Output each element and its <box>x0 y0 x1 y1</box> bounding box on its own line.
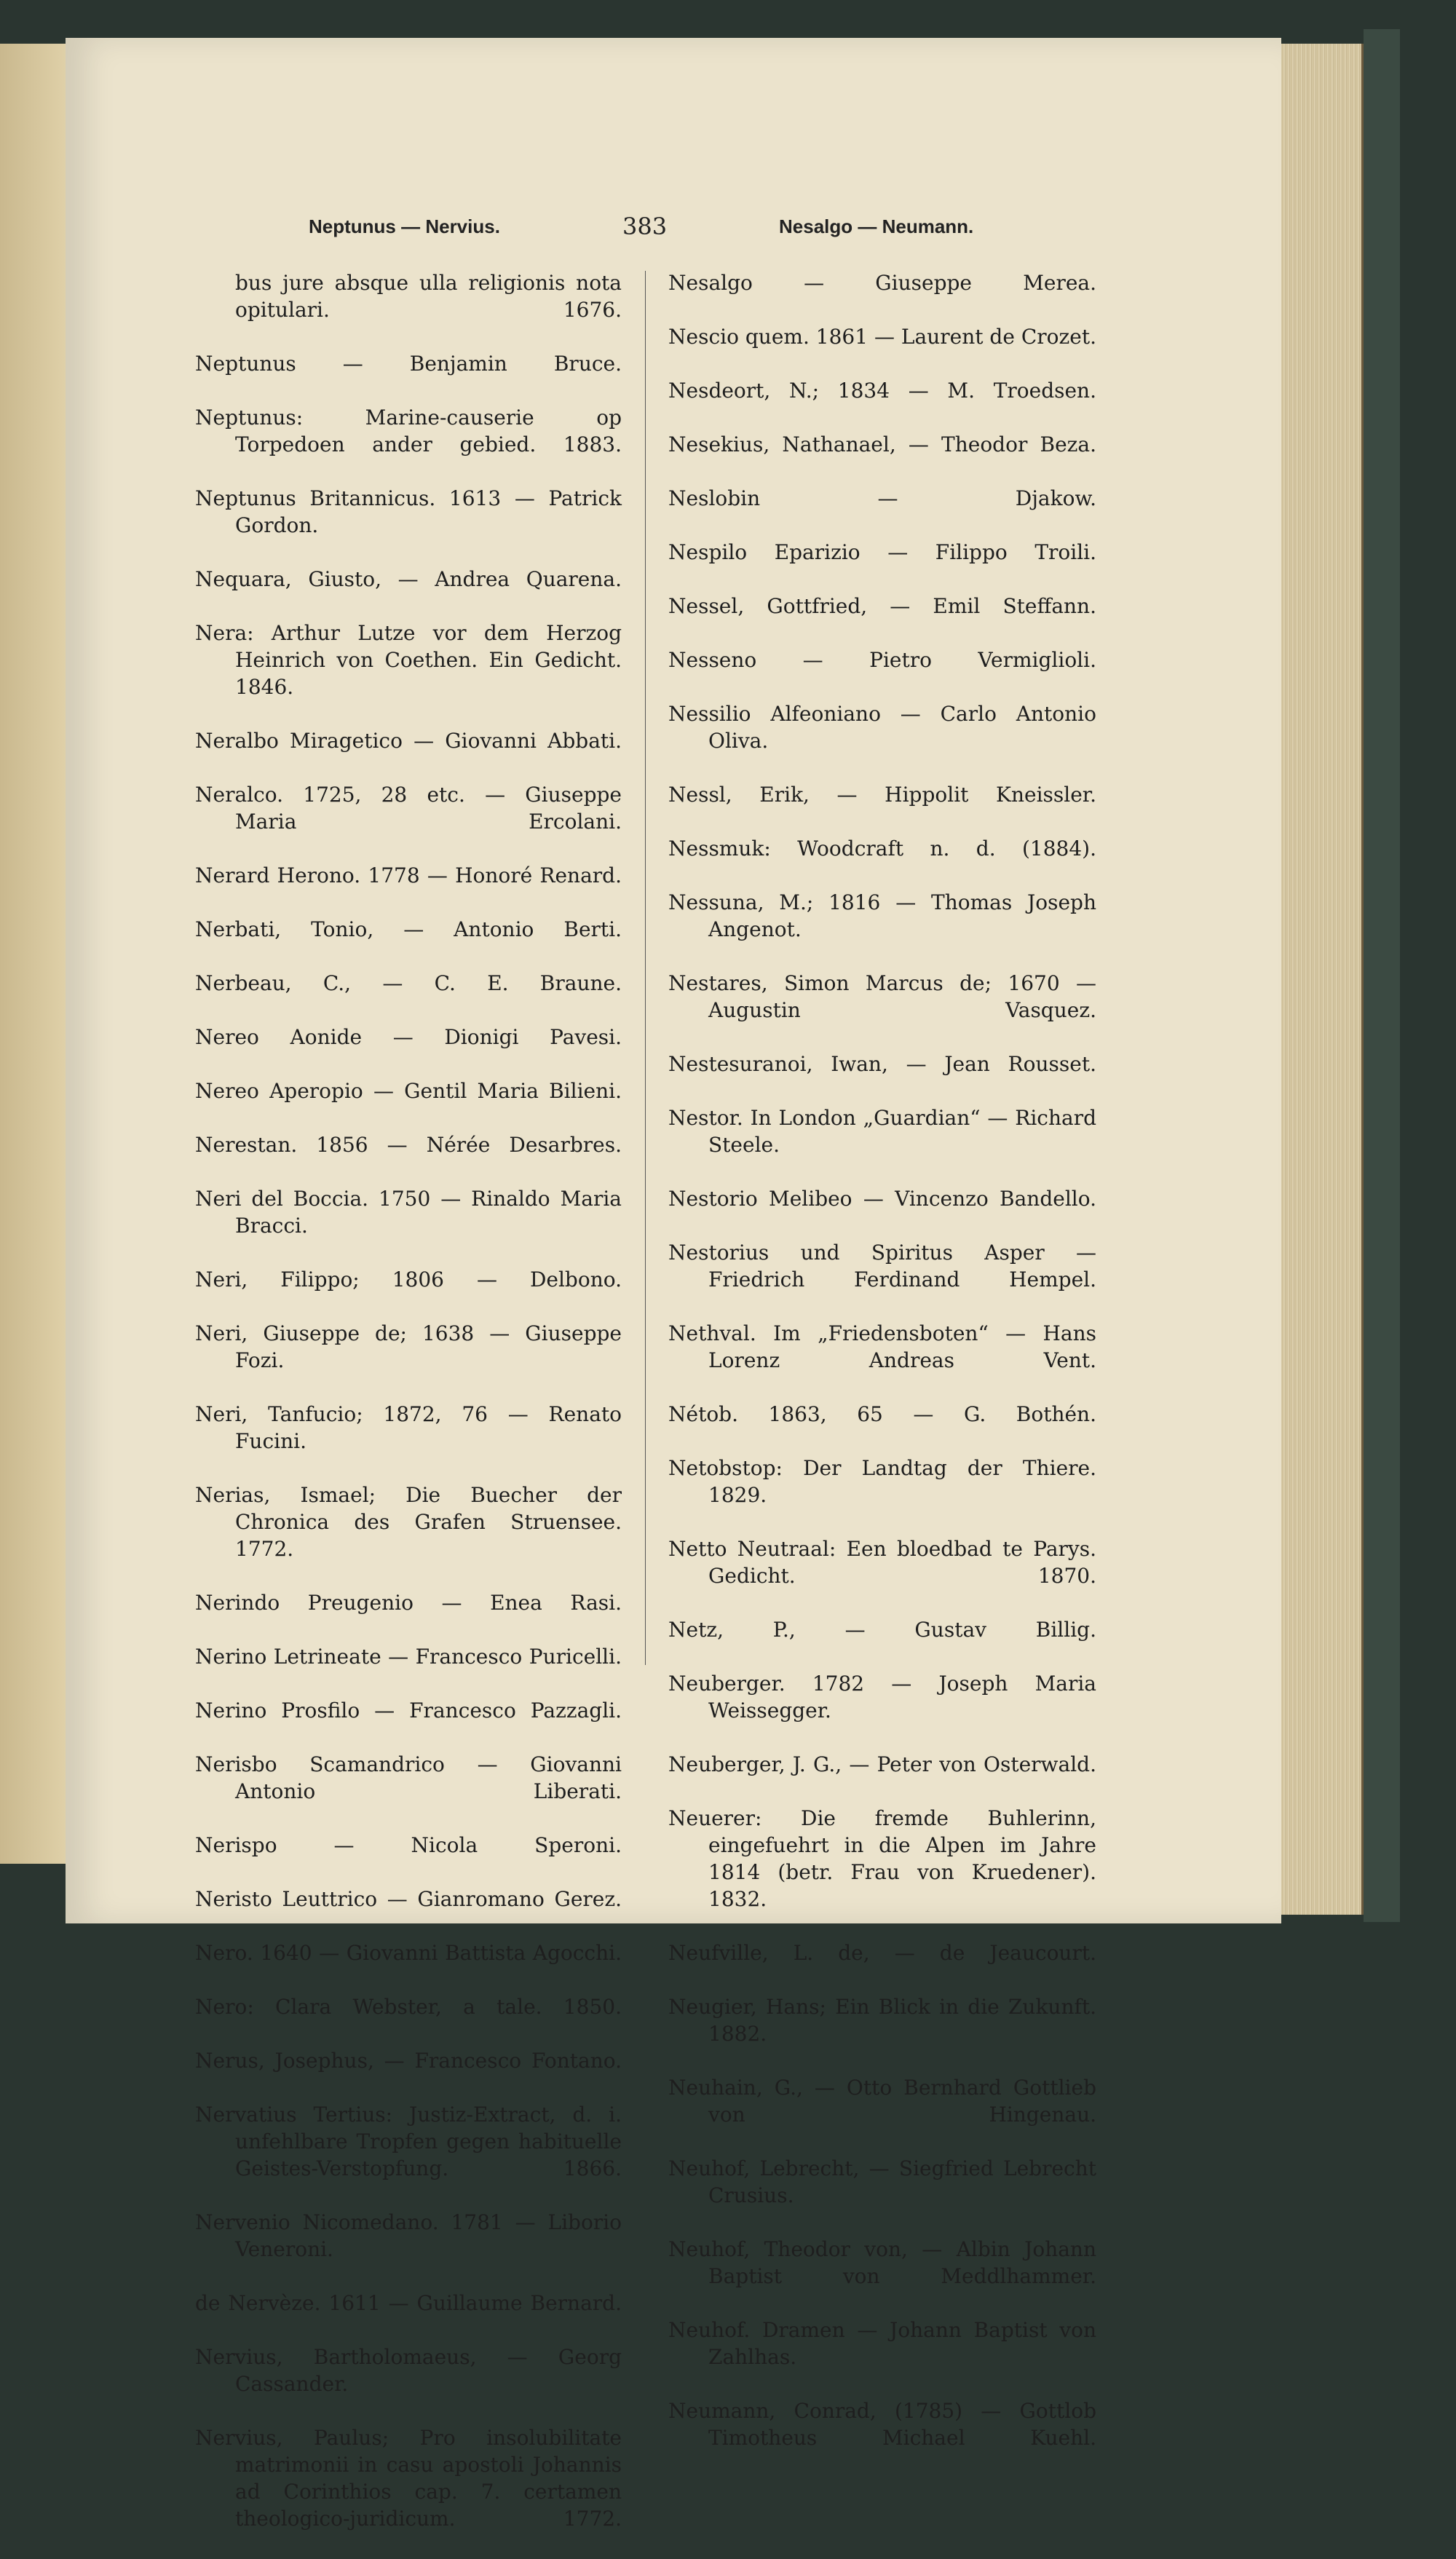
running-head-left: Neptunus — Nervius. <box>309 215 500 237</box>
index-entry: Neuhof. Dramen — Johann Baptist von Zahlhas. <box>668 2318 1096 2369</box>
index-entry: Nervius, Bartholomaeus, — Georg Cassander. <box>195 2345 622 2396</box>
left-column <box>195 269 622 2559</box>
index-entry: Nervatius Tertius: Justiz-Extract, d. i. unfehlbare Tropfen gegen habituelle Geistes-Verstopfung. 1866. <box>195 2103 622 2180</box>
right-column <box>668 269 1096 2478</box>
index-entry: Nethval. Im „Friedensboten“ — Hans Lorenz Andreas Vent. <box>668 1321 1096 1372</box>
index-entry: Netz, P., — Gustav Billig. <box>668 1618 1096 1642</box>
index-entry: Neri, Giuseppe de; 1638 — Giuseppe Fozi. <box>195 1321 622 1372</box>
index-entry: Nerino Prosfilo — Francesco Pazzagli. <box>195 1698 622 1723</box>
running-head-right: Nesalgo — Neumann. <box>779 215 974 237</box>
index-entry: Neuhof, Lebrecht, — Siegfried Lebrecht Crusius. <box>668 2156 1096 2207</box>
index-entry: Nervius, Paulus; Pro insolubilitate matrimonii in casu apostoli Johannis ad Corinthios cap. 7. certamen theologico-juridicum. 1772. <box>195 2426 622 2531</box>
index-entry: Nerisbo Scamandrico — Giovanni Antonio Liberati. <box>195 1752 622 1803</box>
index-entry: Nessilio Alfeoniano — Carlo Antonio Oliva. <box>668 702 1096 753</box>
index-entry: Neugier, Hans; Ein Blick in die Zukunft. 1882. <box>668 1995 1096 2046</box>
index-entry: Nervenio Nicomedano. 1781 — Liborio Veneroni. <box>195 2210 622 2261</box>
index-entry: Nero. 1640 — Giovanni Battista Agocchi. <box>195 1941 622 1965</box>
index-entry: Neri, Tanfucio; 1872, 76 — Renato Fucini. <box>195 1402 622 1453</box>
index-entry: Neralco. 1725, 28 etc. — Giuseppe Maria Ercolani. <box>195 783 622 834</box>
index-entry: Neri, Filippo; 1806 — Delbono. <box>195 1267 622 1292</box>
index-entry: Neslobin — Djakow. <box>668 486 1096 510</box>
index-entry: Nereo Aonide — Dionigi Pavesi. <box>195 1025 622 1049</box>
index-entry: Nescio quem. 1861 — Laurent de Crozet. <box>668 325 1096 349</box>
index-entry: Nesalgo — Giuseppe Merea. <box>668 271 1096 295</box>
index-entry: Nesekius, Nathanael, — Theodor Beza. <box>668 432 1096 456</box>
index-entry: Nerino Letrineate — Francesco Puricelli. <box>195 1645 622 1669</box>
index-entry: Netobstop: Der Landtag der Thiere. 1829. <box>668 1456 1096 1507</box>
index-entry: Nerus, Josephus, — Francesco Fontano. <box>195 2049 622 2073</box>
index-entry: Nestares, Simon Marcus de; 1670 — Augustin Vasquez. <box>668 971 1096 1022</box>
index-entry: Neuhof, Theodor von, — Albin Johann Baptist von Meddlhammer. <box>668 2237 1096 2288</box>
index-entry: Nétob. 1863, 65 — G. Bothén. <box>668 1402 1096 1426</box>
index-entry: Nesseno — Pietro Vermiglioli. <box>668 648 1096 672</box>
index-entry: Nerias, Ismael; Die Buecher der Chronica des Grafen Struensee. 1772. <box>195 1483 622 1561</box>
index-entry: Nequara, Giusto, — Andrea Quarena. <box>195 567 622 591</box>
index-entry: Nerispo — Nicola Speroni. <box>195 1833 622 1857</box>
index-entry: Neuhain, G., — Otto Bernhard Gottlieb von Hingenau. <box>668 2076 1096 2127</box>
index-entry: Nestesuranoi, Iwan, — Jean Rousset. <box>668 1052 1096 1076</box>
index-entry: Nera: Arthur Lutze vor dem Herzog Heinrich von Coethen. Ein Gedicht. 1846. <box>195 621 622 699</box>
index-entry: Neralbo Miragetico — Giovanni Abbati. <box>195 729 622 753</box>
index-entry: Netto Neutraal: Een bloedbad te Parys. Gedicht. 1870. <box>668 1537 1096 1588</box>
index-entry: Neri del Boccia. 1750 — Rinaldo Maria Bracci. <box>195 1187 622 1238</box>
index-entry: Nessel, Gottfried, — Emil Steffann. <box>668 594 1096 618</box>
index-entry: de Nervèze. 1611 — Guillaume Bernard. <box>195 2291 622 2315</box>
index-entry: Nestor. In London „Guardian“ — Richard Steele. <box>668 1106 1096 1157</box>
index-entry: Neufville, L. de, — de Jeaucourt. <box>668 1941 1096 1965</box>
index-entry: Nestorius und Spiritus Asper — Friedrich Ferdinand Hempel. <box>668 1241 1096 1292</box>
index-entry: Nespilo Eparizio — Filippo Troili. <box>668 540 1096 564</box>
column-divider <box>645 271 646 1665</box>
index-entry: Neristo Leuttrico — Gianromano Gerez. <box>195 1887 622 1911</box>
index-entry: Nerindo Preugenio — Enea Rasi. <box>195 1591 622 1615</box>
running-head <box>66 215 1281 245</box>
index-entry: Nero: Clara Webster, a tale. 1850. <box>195 1995 622 2019</box>
page-block-edges <box>1281 44 1364 1915</box>
index-entry: Nerard Herono. 1778 — Honoré Renard. <box>195 863 622 887</box>
index-entry: Nessuna, M.; 1816 — Thomas Joseph Angenot. <box>668 890 1096 941</box>
index-entry: Neptunus — Benjamin Bruce. <box>195 352 622 376</box>
book-cover-edge <box>1364 29 1400 1922</box>
index-entry: Nereo Aperopio — Gentil Maria Bilieni. <box>195 1079 622 1103</box>
facing-page-edge <box>0 44 66 1864</box>
index-entry: Neuberger, J. G., — Peter von Osterwald. <box>668 1752 1096 1776</box>
index-entry: Neumann, Conrad, (1785) — Gottlob Timotheus Michael Kuehl. <box>668 2399 1096 2450</box>
index-entry: Neuerer: Die fremde Buhlerinn, eingefuehrt in die Alpen im Jahre 1814 (betr. Frau von Kruedener). 1832. <box>668 1806 1096 1911</box>
index-entry: bus jure absque ulla religionis nota opitulari. 1676. <box>235 271 622 322</box>
index-entry: Neptunus: Marine-causerie op Torpedoen ander gebied. 1883. <box>195 406 622 456</box>
index-entry: Nesdeort, N.; 1834 — M. Troedsen. <box>668 379 1096 403</box>
index-entry: Nerbati, Tonio, — Antonio Berti. <box>195 917 622 941</box>
index-entry: Neptunus Britannicus. 1613 — Patrick Gordon. <box>195 486 622 537</box>
index-entry: Nessl, Erik, — Hippolit Kneissler. <box>668 783 1096 807</box>
page-number: 383 <box>622 213 668 240</box>
index-entry: Nestorio Melibeo — Vincenzo Bandello. <box>668 1187 1096 1211</box>
index-entry: Nerbeau, C., — C. E. Braune. <box>195 971 622 995</box>
index-entry: Neuberger. 1782 — Joseph Maria Weissegger. <box>668 1672 1096 1723</box>
index-entry: Nessmuk: Woodcraft n. d. (1884). <box>668 836 1096 861</box>
index-entry: Nerestan. 1856 — Nérée Desarbres. <box>195 1133 622 1157</box>
